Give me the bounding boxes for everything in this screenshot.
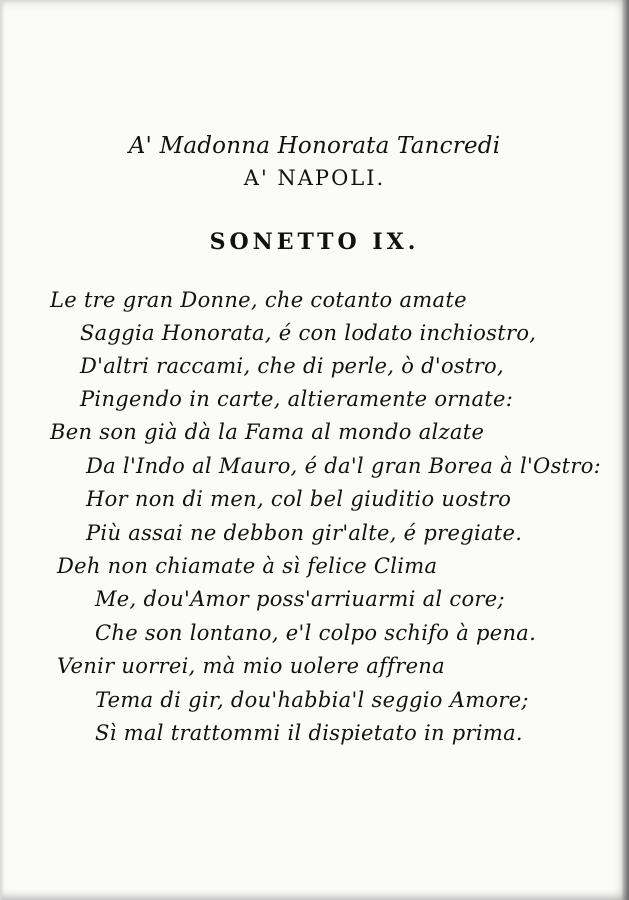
dedication-title: A' Madonna Honorata Tancredi xyxy=(128,133,501,159)
poem-line: Le tre gran Donne, che cotanto amate xyxy=(50,288,467,312)
poem-line: Pingendo in carte, altieramente ornate: xyxy=(80,387,514,411)
poem-line: Saggia Honorata, é con lodato inchiostro, xyxy=(80,321,537,345)
poem-line: Deh non chiamate à sì felice Clima xyxy=(57,554,438,578)
place-subtitle: A' NAPOLI. xyxy=(243,166,386,190)
poem-line: D'altri raccami, che di perle, ò d'ostro, xyxy=(80,354,504,378)
poem-line: Venir uorrei, mà mio uolere affrena xyxy=(57,654,445,678)
sonnet-number: SONETTO IX. xyxy=(209,229,420,255)
poem-line: Me, dou'Amor poss'arriuarmi al core; xyxy=(95,587,505,611)
poem-line: Hor non di men, col bel giuditio uostro xyxy=(86,487,512,511)
poem-line: Ben son già dà la Fama al mondo alzate xyxy=(50,420,485,444)
poem-line: Che son lontano, e'l colpo schifo à pena. xyxy=(95,621,537,645)
poem-line: Sì mal trattommi il dispietato in prima. xyxy=(95,721,523,745)
poem-line: Da l'Indo al Mauro, é da'l gran Borea à l'Ostro: xyxy=(86,454,602,478)
poem-line: Più assai ne debbon gir'alte, é pregiate. xyxy=(86,521,523,545)
poem-line: Tema di gir, dou'habbia'l seggio Amore; xyxy=(95,688,529,712)
